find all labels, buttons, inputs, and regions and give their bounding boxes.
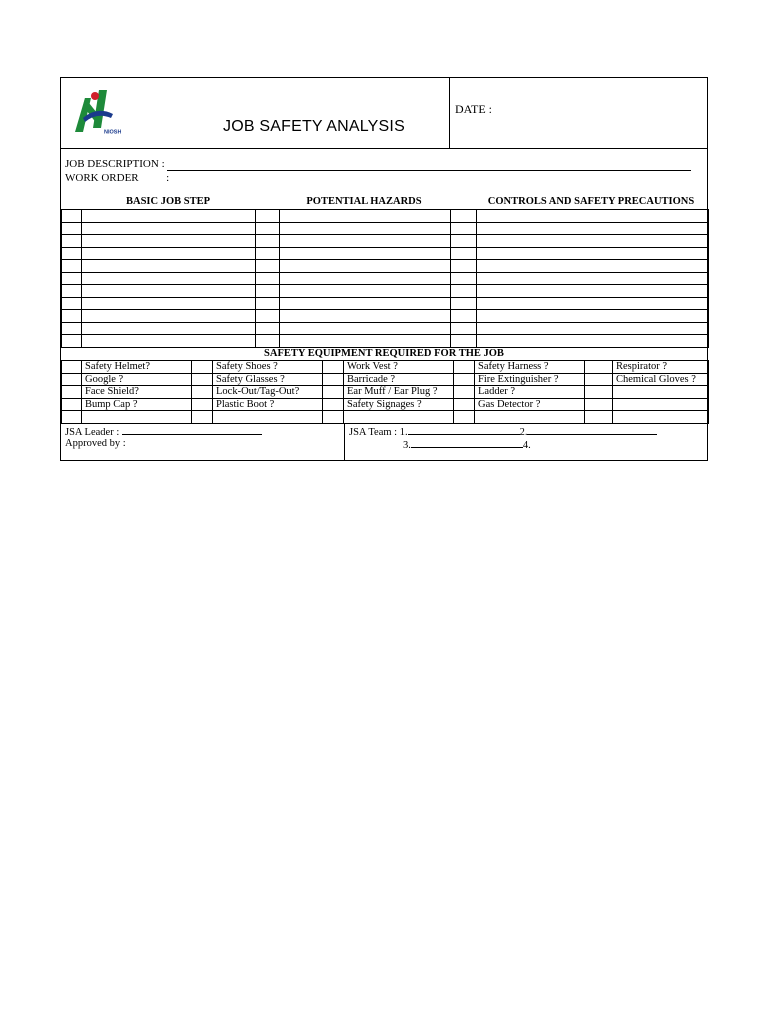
grid-cell[interactable] (62, 272, 82, 285)
equipment-checkbox[interactable] (323, 411, 344, 424)
equipment-label: Bump Cap ? (82, 398, 192, 411)
grid-cell[interactable] (82, 247, 256, 260)
grid-cell[interactable] (62, 210, 82, 223)
grid-cell[interactable] (451, 272, 477, 285)
work-order-text: WORK ORDER (65, 172, 139, 184)
grid-cell[interactable] (280, 222, 451, 235)
team-member-3-field[interactable] (411, 438, 523, 448)
grid-cell[interactable] (82, 260, 256, 273)
grid-cell[interactable] (451, 297, 477, 310)
grid-cell[interactable] (477, 235, 709, 248)
grid-cell[interactable] (477, 272, 709, 285)
equipment-label: Safety Signages ? (344, 398, 454, 411)
jsa-leader-label: JSA Leader : (65, 427, 120, 438)
grid-cell[interactable] (256, 260, 280, 273)
equipment-label: Barricade ? (344, 373, 454, 386)
grid-cell[interactable] (451, 235, 477, 248)
grid-cell[interactable] (451, 247, 477, 260)
equipment-label: Face Shield? (82, 386, 192, 399)
grid-cell[interactable] (477, 297, 709, 310)
equipment-label (613, 386, 709, 399)
grid-cell[interactable] (451, 310, 477, 323)
grid-cell[interactable] (280, 210, 451, 223)
work-order-colon: : (166, 172, 170, 184)
equipment-checkbox[interactable] (192, 373, 213, 386)
team-member-1-field[interactable] (408, 425, 520, 435)
grid-cell[interactable] (280, 335, 451, 348)
equipment-label: Google ? (82, 373, 192, 386)
equipment-checkbox[interactable] (323, 361, 344, 374)
header-divider (449, 78, 450, 148)
footer-divider (344, 423, 345, 461)
equipment-checkbox[interactable] (192, 386, 213, 399)
equipment-row (62, 386, 709, 399)
grid-cell[interactable] (82, 310, 256, 323)
grid-cell[interactable] (256, 235, 280, 248)
grid-cell[interactable] (451, 335, 477, 348)
equipment-checkbox[interactable] (585, 373, 613, 386)
equipment-checkbox[interactable] (323, 398, 344, 411)
grid-cell[interactable] (82, 272, 256, 285)
grid-cell[interactable] (82, 235, 256, 248)
grid-cell[interactable] (82, 210, 256, 223)
equipment-label: Work Vest ? (344, 361, 454, 374)
grid-cell[interactable] (477, 285, 709, 298)
logo-text: NIOSH (104, 129, 121, 136)
equipment-checkbox[interactable] (454, 373, 475, 386)
equipment-label: Lock-Out/Tag-Out? (213, 386, 323, 399)
equipment-checkbox[interactable] (585, 398, 613, 411)
equipment-row (62, 398, 709, 411)
grid-row (62, 247, 709, 260)
date-label: DATE : (455, 102, 492, 116)
equipment-checkbox[interactable] (585, 386, 613, 399)
team-3-label: 3. (403, 440, 411, 451)
equipment-label: Plastic Boot ? (213, 398, 323, 411)
equipment-label: Respirator ? (613, 361, 709, 374)
grid-cell[interactable] (82, 297, 256, 310)
grid-cell[interactable] (82, 335, 256, 348)
equipment-label: Chemical Gloves ? (613, 373, 709, 386)
equipment-label (613, 398, 709, 411)
equipment-checkbox[interactable] (323, 386, 344, 399)
grid-cell[interactable] (62, 222, 82, 235)
equipment-checkbox[interactable] (62, 386, 82, 399)
grid-cell[interactable] (62, 322, 82, 335)
job-description-label: JOB DESCRIPTION : (65, 158, 165, 170)
col-potential-hazards: POTENTIAL HAZARDS (306, 196, 422, 207)
equipment-checkbox[interactable] (454, 411, 475, 424)
equipment-label (344, 411, 454, 424)
equipment-label (213, 411, 323, 424)
grid-row (62, 285, 709, 298)
grid-cell[interactable] (280, 260, 451, 273)
equipment-label: Gas Detector ? (475, 398, 585, 411)
niosh-logo (71, 84, 121, 136)
jsa-leader (65, 425, 262, 438)
team-member-2-field[interactable] (527, 425, 657, 435)
grid-cell[interactable] (280, 285, 451, 298)
form-header (61, 78, 707, 149)
grid-cell[interactable] (256, 297, 280, 310)
grid-cell[interactable] (256, 222, 280, 235)
grid-cell[interactable] (451, 222, 477, 235)
grid-row (62, 322, 709, 335)
grid-cell[interactable] (82, 322, 256, 335)
equipment-label: Safety Shoes ? (213, 361, 323, 374)
equipment-label: Safety Glasses ? (213, 373, 323, 386)
equipment-label (475, 411, 585, 424)
grid-cell[interactable] (256, 272, 280, 285)
jsa-form (60, 77, 708, 461)
grid-cell[interactable] (451, 322, 477, 335)
grid-cell[interactable] (280, 322, 451, 335)
equipment-checkbox[interactable] (62, 361, 82, 374)
grid-cell[interactable] (82, 222, 256, 235)
equipment-checkbox[interactable] (192, 361, 213, 374)
equipment-label: Safety Harness ? (475, 361, 585, 374)
grid-cell[interactable] (62, 310, 82, 323)
grid-cell[interactable] (451, 260, 477, 273)
jsa-team-label: JSA Team : 1. (349, 427, 408, 438)
grid-cell[interactable] (477, 310, 709, 323)
equipment-label (82, 411, 192, 424)
equipment-checkbox[interactable] (62, 398, 82, 411)
equipment-label: Safety Helmet? (82, 361, 192, 374)
grid-cell[interactable] (477, 210, 709, 223)
grid-cell[interactable] (62, 260, 82, 273)
col-controls-precautions: CONTROLS AND SAFETY PRECAUTIONS (487, 196, 695, 207)
grid-cell[interactable] (256, 247, 280, 260)
col-basic-job-step: BASIC JOB STEP (125, 196, 211, 207)
grid-row (62, 335, 709, 348)
jsa-team-row-1 (349, 425, 657, 438)
equipment-checkbox[interactable] (192, 398, 213, 411)
equipment-checkbox[interactable] (323, 373, 344, 386)
grid-cell[interactable] (477, 247, 709, 260)
jsa-leader-field[interactable] (122, 425, 262, 435)
grid-cell[interactable] (62, 335, 82, 348)
team-4-label: 4. (522, 440, 531, 451)
equipment-checkbox[interactable] (192, 411, 213, 424)
grid-row (62, 260, 709, 273)
equipment-checkbox[interactable] (454, 398, 475, 411)
grid-cell[interactable] (477, 260, 709, 273)
grid-cell[interactable] (477, 222, 709, 235)
grid-row (62, 235, 709, 248)
analysis-grid (61, 209, 709, 348)
equipment-label (613, 411, 709, 424)
grid-cell[interactable] (62, 297, 82, 310)
grid-cell[interactable] (256, 310, 280, 323)
equipment-label: Fire Extinguisher ? (475, 373, 585, 386)
equipment-checkbox[interactable] (454, 361, 475, 374)
grid-cell[interactable] (280, 297, 451, 310)
approved-by-label: Approved by : (65, 438, 126, 449)
jsa-team-row-2 (403, 438, 531, 451)
grid-row (62, 297, 709, 310)
grid-cell[interactable] (451, 210, 477, 223)
grid-cell[interactable] (62, 247, 82, 260)
grid-cell[interactable] (451, 285, 477, 298)
equipment-table (61, 360, 709, 424)
equipment-checkbox[interactable] (585, 361, 613, 374)
equipment-checkbox[interactable] (62, 373, 82, 386)
equipment-title: SAFETY EQUIPMENT REQUIRED FOR THE JOB (264, 348, 504, 359)
grid-cell[interactable] (62, 235, 82, 248)
team-2-label: 2. (519, 427, 528, 438)
grid-row (62, 210, 709, 223)
grid-row (62, 222, 709, 235)
equipment-checkbox[interactable] (585, 411, 613, 424)
grid-cell[interactable] (477, 322, 709, 335)
grid-cell[interactable] (82, 285, 256, 298)
grid-row (62, 310, 709, 323)
equipment-label: Ear Muff / Ear Plug ? (344, 386, 454, 399)
form-title: JOB SAFETY ANALYSIS (223, 118, 405, 135)
equipment-checkbox[interactable] (454, 386, 475, 399)
job-description-field[interactable] (167, 170, 691, 171)
equipment-label: Ladder ? (475, 386, 585, 399)
grid-cell[interactable] (280, 310, 451, 323)
grid-cell[interactable] (280, 247, 451, 260)
work-order-label (65, 172, 169, 184)
grid-cell[interactable] (280, 235, 451, 248)
equipment-checkbox[interactable] (62, 411, 82, 424)
equipment-row (62, 361, 709, 374)
grid-cell[interactable] (256, 210, 280, 223)
grid-cell[interactable] (477, 335, 709, 348)
equipment-row (62, 411, 709, 424)
grid-cell[interactable] (256, 322, 280, 335)
grid-cell[interactable] (280, 272, 451, 285)
grid-cell[interactable] (62, 285, 82, 298)
grid-cell[interactable] (256, 285, 280, 298)
grid-cell[interactable] (256, 335, 280, 348)
grid-row (62, 272, 709, 285)
equipment-row (62, 373, 709, 386)
